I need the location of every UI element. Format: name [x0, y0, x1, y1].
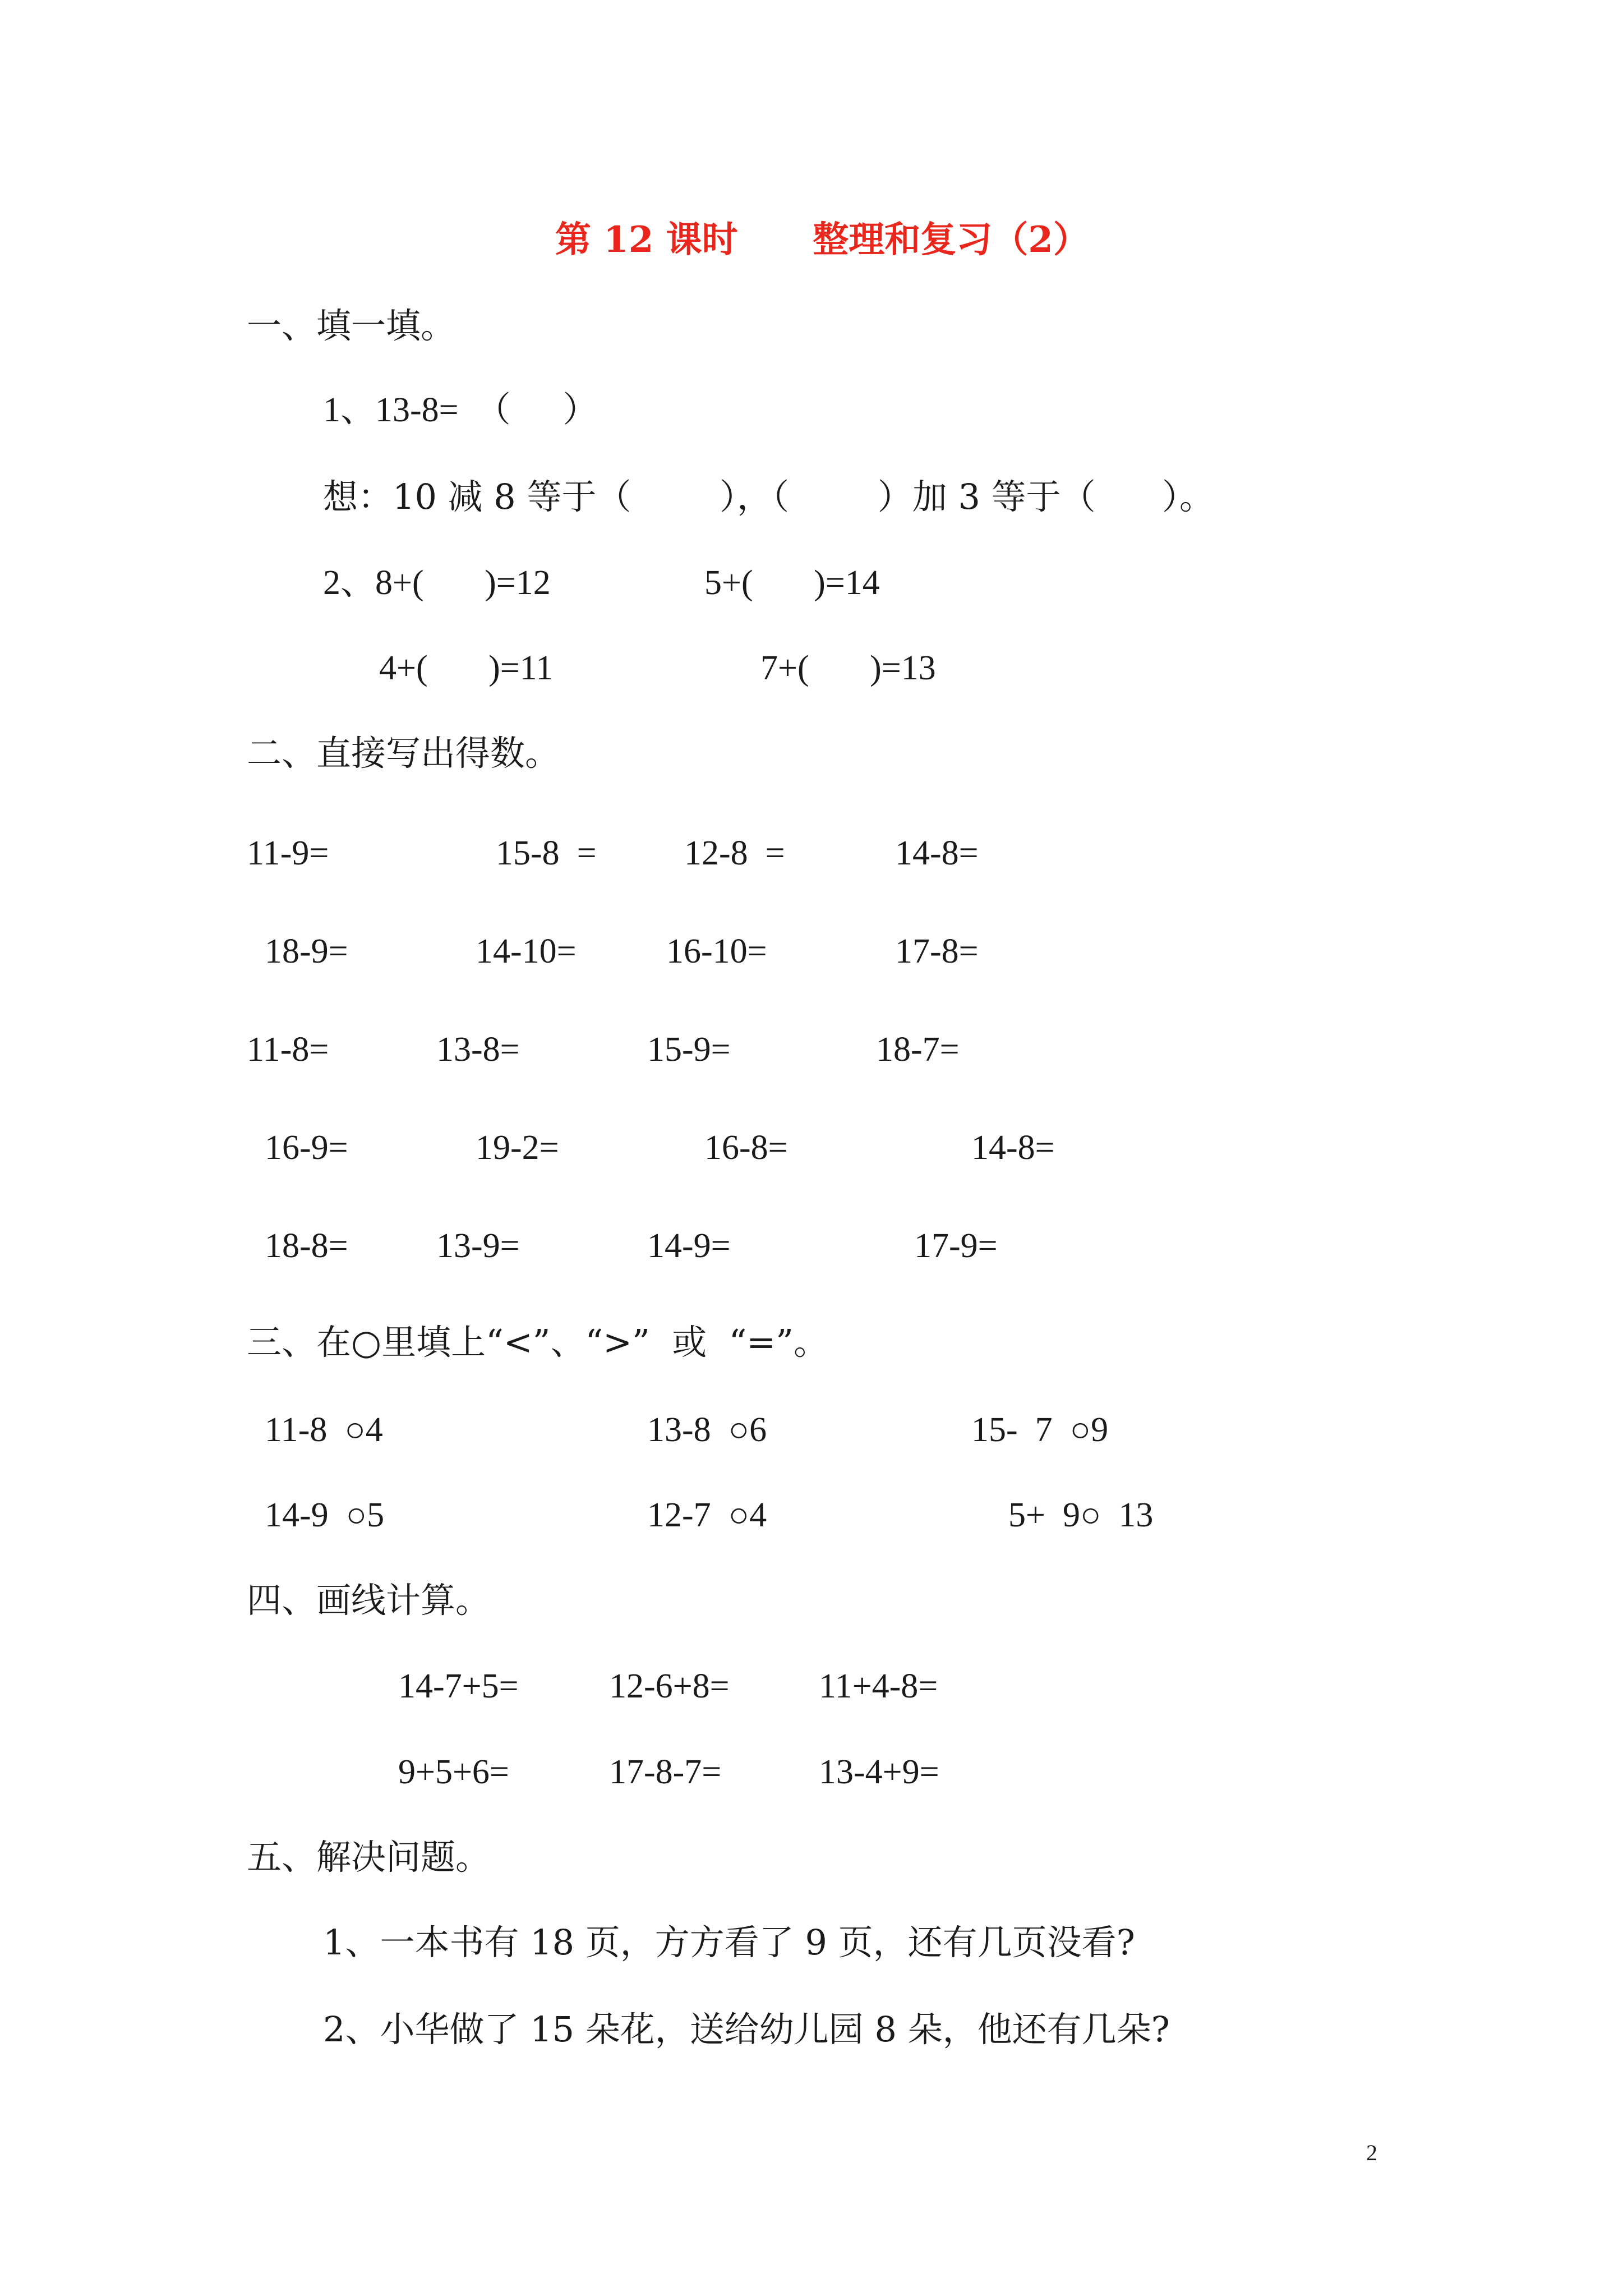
question-1-2b: 5+( )=14 — [704, 564, 880, 602]
calc-item: 17-9= — [914, 1227, 998, 1265]
question-1-2d: 7+( )=13 — [760, 649, 936, 687]
question-1-2c: 4+( )=11 — [379, 649, 554, 687]
calc-item: 16-10= — [666, 932, 767, 970]
multi-step-item: 12-6+8= — [609, 1667, 730, 1705]
compare-item: 15- 7 ○9 — [971, 1411, 1109, 1449]
section-heading-5: 五、解决问题。 — [247, 1837, 491, 1878]
section-heading-3: 三、在○里填上“<”、“>” 或 “=”。 — [247, 1322, 828, 1363]
calc-item: 14-10= — [476, 932, 577, 970]
multi-step-item: 9+5+6= — [398, 1753, 509, 1791]
multi-step-item: 11+4-8= — [819, 1667, 938, 1705]
question-1-2a: 2、8+( )=12 — [323, 564, 551, 602]
calc-item: 13-8= — [436, 1030, 520, 1069]
calc-item: 14-8= — [971, 1129, 1055, 1167]
page-title: 第 12 课时 整理和复习（2） — [555, 219, 1089, 261]
compare-item: 12-7 ○4 — [647, 1496, 767, 1534]
question-1-1-hint: 想：10 减 8 等于（ ），（ ）加 3 等于（ ）。 — [323, 476, 1214, 517]
calc-item: 12-8 = — [684, 834, 785, 872]
multi-step-item: 17-8-7= — [609, 1753, 722, 1791]
word-problem-1: 1、一本书有 18 页，方方看了 9 页，还有几页没看? — [323, 1922, 1135, 1963]
calc-item: 11-9= — [247, 834, 329, 872]
section-heading-4: 四、画线计算。 — [247, 1580, 491, 1621]
calc-item: 18-8= — [265, 1227, 348, 1265]
calc-item: 19-2= — [476, 1129, 559, 1167]
calc-item: 17-8= — [895, 932, 979, 970]
multi-step-item: 13-4+9= — [819, 1753, 939, 1791]
calc-item: 14-9= — [647, 1227, 731, 1265]
compare-item: 11-8 ○4 — [265, 1411, 383, 1449]
word-problem-2: 2、小华做了 15 朵花，送给幼儿园 8 朵，他还有几朵? — [323, 2009, 1170, 2050]
section-heading-1: 一、填一填。 — [247, 305, 456, 346]
page-number: 2 — [1366, 2140, 1377, 2165]
calc-item: 15-8 = — [496, 834, 597, 872]
compare-item: 5+ 9○ 13 — [1008, 1496, 1154, 1534]
calc-item: 11-8= — [247, 1030, 329, 1069]
section-heading-2: 二、直接写出得数。 — [247, 733, 560, 774]
calc-item: 16-8= — [704, 1129, 788, 1167]
question-1-1: 1、13-8= （ ） — [323, 391, 598, 429]
calc-item: 14-8= — [895, 834, 979, 872]
multi-step-item: 14-7+5= — [398, 1667, 519, 1705]
calc-item: 16-9= — [265, 1129, 348, 1167]
calc-item: 15-9= — [647, 1030, 731, 1069]
calc-item: 18-7= — [876, 1030, 960, 1069]
calc-item: 13-9= — [436, 1227, 520, 1265]
calc-item: 18-9= — [265, 932, 348, 970]
compare-item: 13-8 ○6 — [647, 1411, 767, 1449]
compare-item: 14-9 ○5 — [265, 1496, 385, 1534]
